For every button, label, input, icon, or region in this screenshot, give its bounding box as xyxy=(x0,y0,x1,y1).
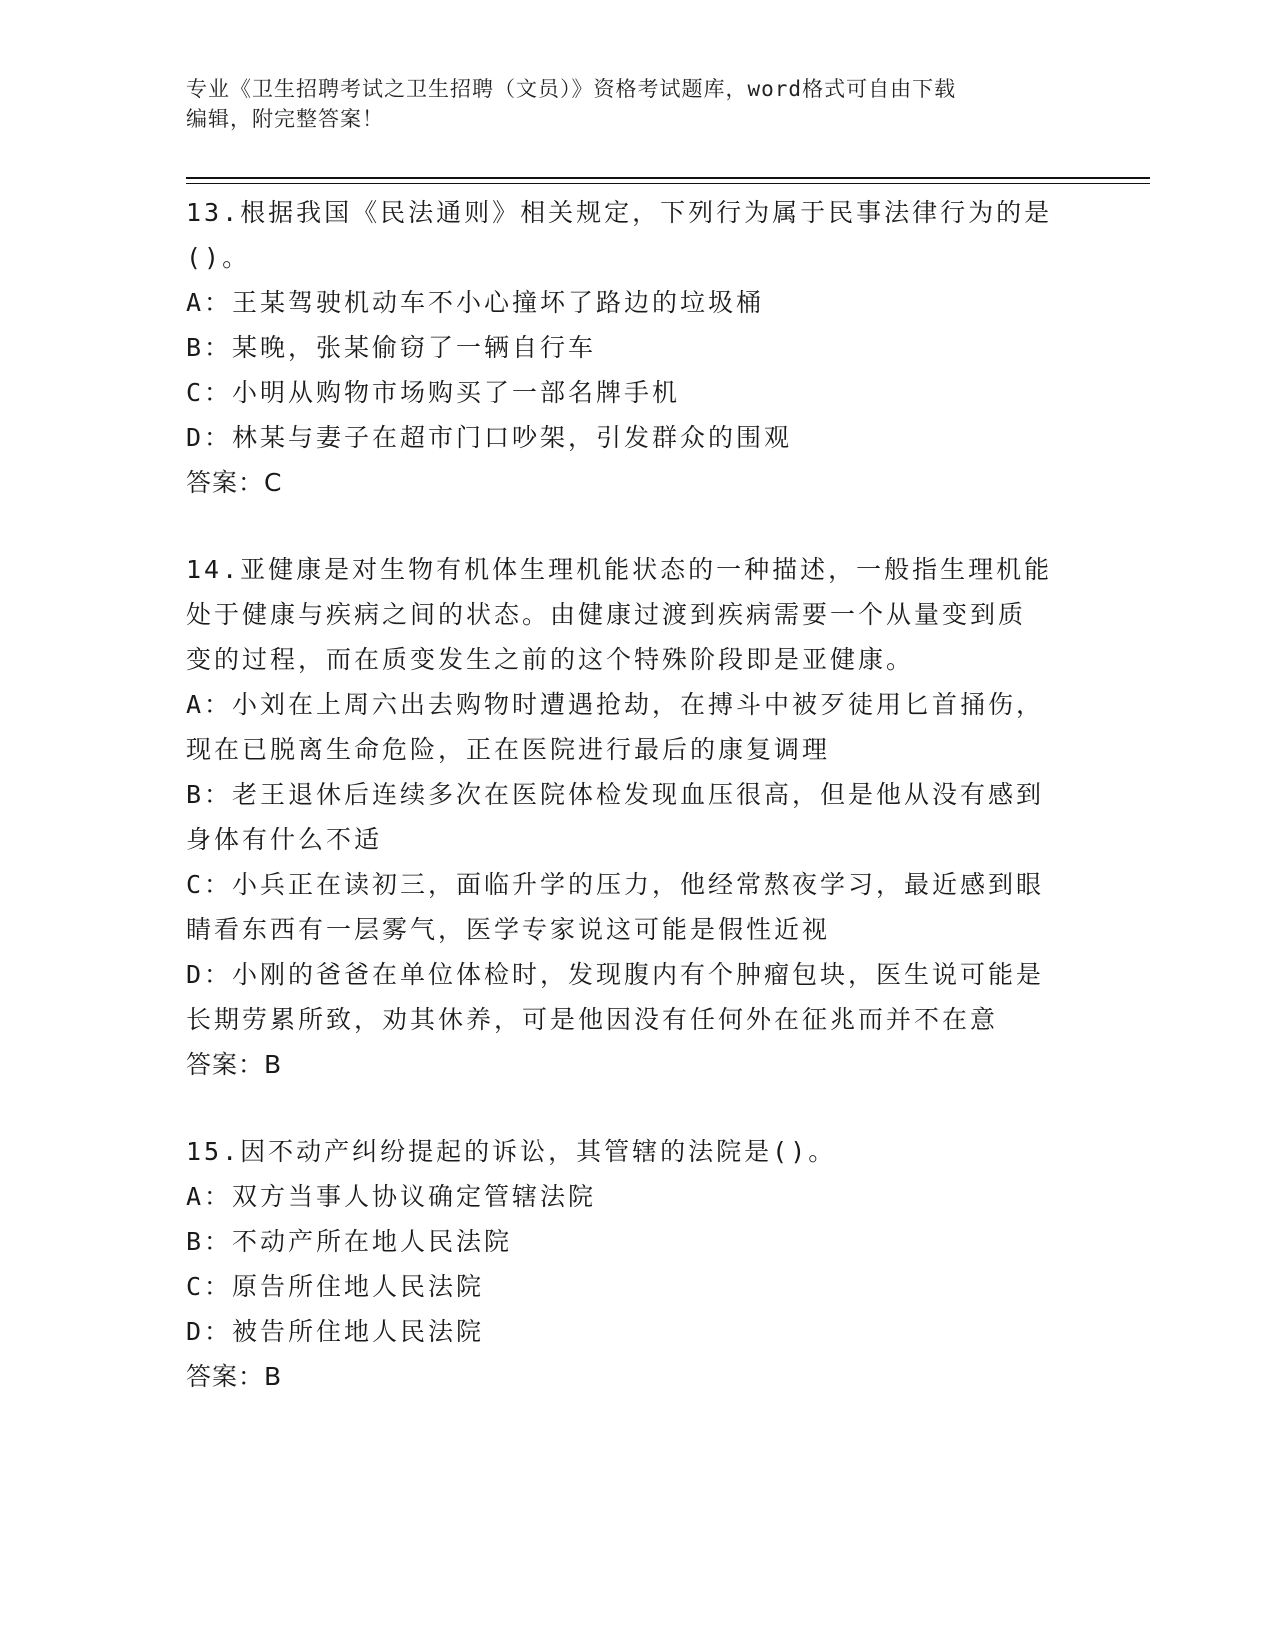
option-a: A：王某驾驶机动车不小心撞坏了路边的垃圾桶 xyxy=(186,288,765,317)
option-b: B：不动产所在地人民法院 xyxy=(186,1227,513,1256)
option-c: C：原告所住地人民法院 xyxy=(186,1272,485,1301)
option-b: B：老王退休后连续多次在医院体检发现血压很高，但是他从没有感到 xyxy=(186,780,1045,809)
answer-label: 答案：C xyxy=(186,468,283,497)
option-b-continuation: 身体有什么不适 xyxy=(186,825,383,854)
question-stem-line: 14.亚健康是对生物有机体生理机能状态的一种描述，一般指生理机能 xyxy=(186,555,1053,584)
question-list xyxy=(186,190,1086,1441)
question-stem-line: 13.根据我国《民法通则》相关规定，下列行为属于民事法律行为的是 xyxy=(186,198,1053,227)
option-c: C：小明从购物市场购买了一部名牌手机 xyxy=(186,378,681,407)
header-line: 专业《卫生招聘考试之卫生招聘（文员）》资格考试题库，word格式可自由下载 xyxy=(186,77,957,101)
option-a: A：双方当事人协议确定管辖法院 xyxy=(186,1182,597,1211)
option-d-continuation: 长期劳累所致，劝其休养，可是他因没有任何外在征兆而并不在意 xyxy=(186,1005,999,1034)
option-a: A：小刘在上周六出去购物时遭遇抢劫，在搏斗中被歹徒用匕首捅伤， xyxy=(186,690,1045,719)
header-divider xyxy=(186,177,1150,179)
question-stem-line: 处于健康与疾病之间的状态。由健康过渡到疾病需要一个从量变到质 xyxy=(186,600,1027,629)
question-13 xyxy=(186,190,1086,505)
question-stem-line: ()。 xyxy=(186,243,251,272)
header-divider-thin xyxy=(186,183,1150,184)
option-c-continuation: 睛看东西有一层雾气，医学专家说这可能是假性近视 xyxy=(186,915,831,944)
option-c: C：小兵正在读初三，面临升学的压力，他经常熬夜学习，最近感到眼 xyxy=(186,870,1045,899)
option-b: B：某晚，张某偷窃了一辆自行车 xyxy=(186,333,597,362)
option-d: D：被告所住地人民法院 xyxy=(186,1317,485,1346)
answer-label: 答案：B xyxy=(186,1362,283,1391)
question-stem-line: 变的过程，而在质变发生之前的这个特殊阶段即是亚健康。 xyxy=(186,645,915,674)
option-d: D：林某与妻子在超市门口吵架，引发群众的围观 xyxy=(186,423,793,452)
option-a-continuation: 现在已脱离生命危险，正在医院进行最后的康复调理 xyxy=(186,735,831,764)
document-header xyxy=(186,74,1066,134)
question-stem-line: 15.因不动产纠纷提起的诉讼，其管辖的法院是()。 xyxy=(186,1137,837,1166)
question-14 xyxy=(186,547,1086,1087)
question-15 xyxy=(186,1129,1086,1399)
header-line: 编辑，附完整答案！ xyxy=(186,107,384,131)
answer-label: 答案：B xyxy=(186,1050,283,1079)
option-d: D：小刚的爸爸在单位体检时，发现腹内有个肿瘤包块，医生说可能是 xyxy=(186,960,1045,989)
